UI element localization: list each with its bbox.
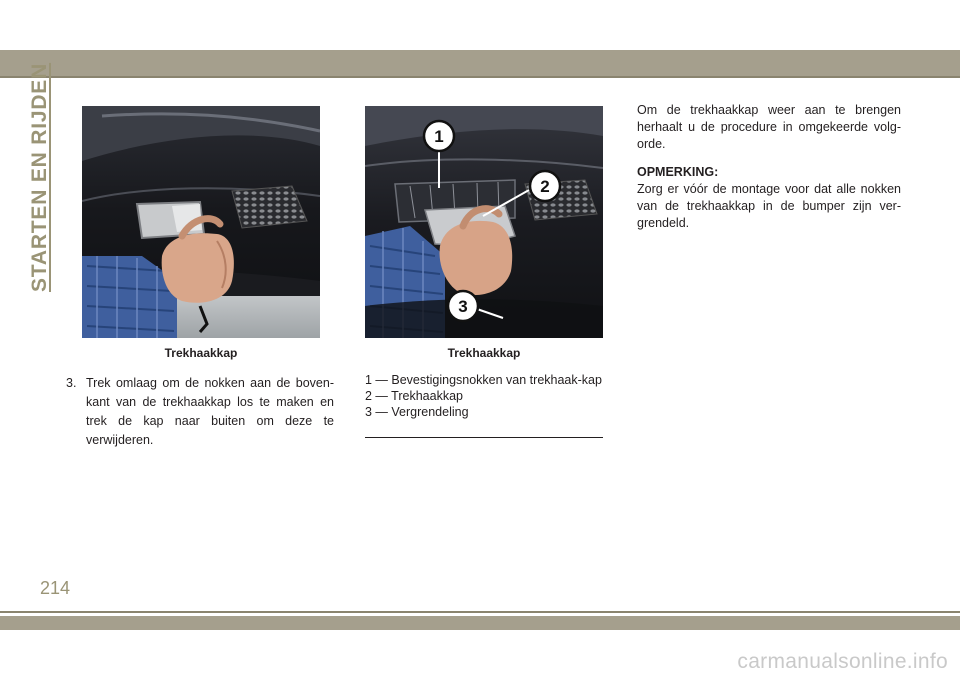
footer-band [0,616,960,630]
svg-text:2: 2 [540,177,550,196]
note-text: Zorg er vóór de montage voor dat alle nokken van de trekhaakkap in de bumper zijn ver-grendeld. [637,182,901,230]
note-heading: OPMERKING: [637,165,719,179]
chapter-side-title: STARTEN EN RIJDEN [28,62,51,292]
step-number: 3. [66,376,77,390]
instruction-step [66,374,334,450]
watermark: carmanualsonline.info [737,650,948,673]
callout-1 [424,121,454,151]
legend-rule [365,437,603,438]
svg-text:1: 1 [434,127,444,146]
footer-rule [0,611,960,613]
photo-tow-hook-cover-parts [365,106,603,338]
figure-legend [365,372,603,420]
callout-3 [448,291,478,321]
figure-caption: Trekhaakkap [447,346,521,360]
page-number: 214 [40,578,71,598]
photo-tow-hook-cover-removal [82,106,320,338]
legend-item: 3 — Vergrendeling [365,405,469,419]
step-text: Trek omlaag om de nokken aan de boven-kant van de trekhaakkap los te maken en trek de kap naar buiten om deze te verwijderen. [86,376,334,447]
callout-2 [530,171,560,201]
reinstall-paragraph: Om de trekhaakkap weer aan te brengen herhaalt u de procedure in omgekeerde volg-orde. [637,103,901,151]
photo-illustration-callouts [365,106,603,338]
right-column [637,102,901,232]
photo-illustration [82,106,320,338]
legend-item: 1 — Bevestigingsnokken van trekhaak-kap [365,373,602,387]
legend-item: 2 — Trekhaakkap [365,389,463,403]
header-rule [0,76,960,78]
header-band [0,50,960,76]
figure-caption: Trekhaakkap [164,346,238,360]
svg-text:3: 3 [458,297,468,316]
